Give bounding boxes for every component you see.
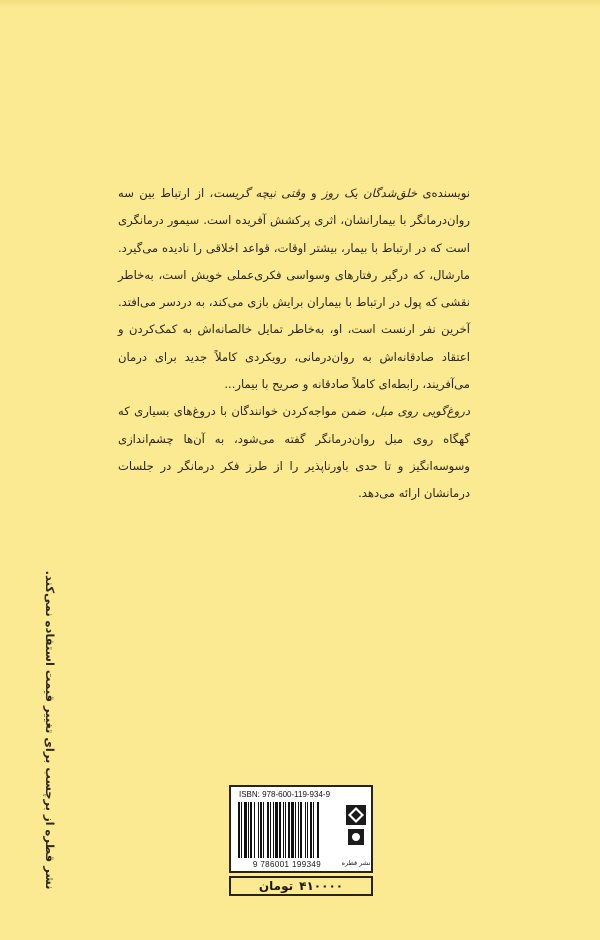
price-amount: ۴۱۰۰۰۰ (299, 879, 344, 893)
price-currency: تومان (258, 879, 294, 893)
price-box (229, 876, 373, 896)
blurb-text: ، ضمن مواجه‌کردن خوانندگان با دروغ‌های بسیاری که گهگاه روی مبل روان‌درمانگر گفته می‌شود، به آن‌ها چشم‌اندازی وسوسه‌انگیز و تا حدی باورناپذیر را از طرز فکر درمانگر در جلسات درمانشان ارائه می‌دهد. (118, 404, 470, 501)
barcode-panel (229, 785, 373, 873)
isbn-label: ISBN: 978-600-119-934-9 (239, 790, 331, 799)
price-label-notice (38, 560, 62, 900)
book-title-reference: دروغ‌گویی روی مبل (374, 404, 470, 419)
blurb-paragraph-2 (118, 398, 470, 507)
back-cover-blurb (118, 180, 470, 508)
blurb-text: و (305, 186, 322, 200)
blurb-text: ، از ارتباط بین سه روان‌درمانگر با بیمارانشان، اثری پرکشش آفریده است. سیمور درمانگری است که در ارتباط با بیمار، بیشتر اوقات، قواعد اخلاقی را نادیده می‌گیرد. مارشال، که درگیر رفتارهای وسواسی فکری‌عملی خویش است، به‌خاطر نقشی که پول در ارتباط با بیماران برایش بازی می‌کند، به دردسر می‌افتد. آخرین نفر ارنست است، او، به‌خاطر تمایل خالصانه‌اش به کمک‌کردن و اعتقاد صادقانه‌اش به روان‌درمانی، رویکردی کاملاً جدید برای درمان می‌آفریند، رابطه‌ای کاملاً صادقانه و صریح با بیمار... (118, 186, 470, 392)
barcode-image (237, 802, 337, 858)
publisher-logo-text: نشر قطره (341, 859, 371, 867)
book-title-reference: خلق‌شدگان یک روز (321, 186, 418, 200)
page-top-edge (0, 0, 600, 8)
publisher-logo (343, 799, 369, 857)
price-label-notice-text: نشر قطره از برچسب برای تغییر قیمت استفاده نمی‌کند. (43, 570, 57, 890)
book-title-reference: وقتی نیچه گریست (213, 186, 306, 200)
blurb-paragraph-1 (118, 180, 470, 398)
blurb-text: نویسنده‌ی (417, 186, 471, 200)
barcode-digits: 9 786001 199349 (252, 860, 322, 869)
